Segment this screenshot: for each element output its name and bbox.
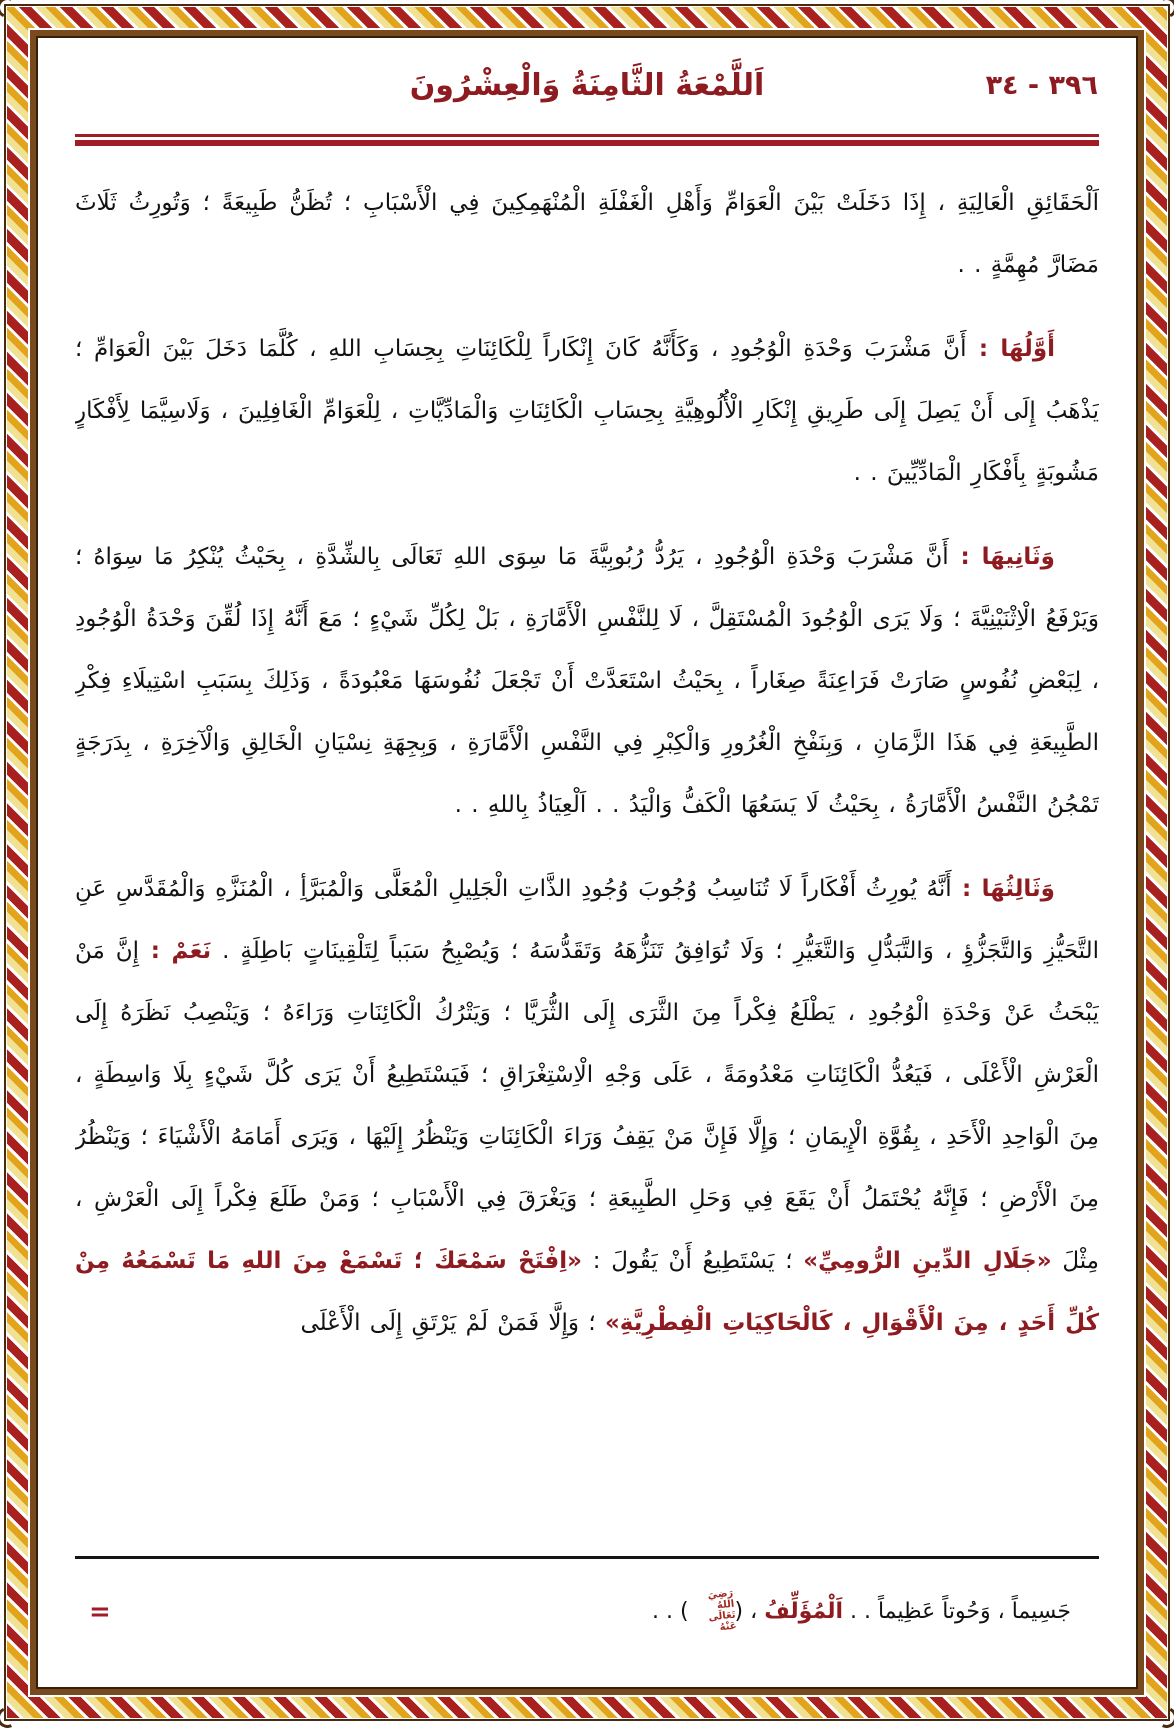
page-header	[38, 52, 1136, 126]
footnote-text-run: ) . .	[651, 1599, 689, 1624]
footnote-text-run: ، (	[734, 1599, 765, 1624]
body-paragraph	[75, 172, 1099, 296]
author-seal: رَضِيَ اللهُ تَعَالَى عَنْهُ	[706, 1587, 737, 1634]
footnote-area	[75, 1556, 1099, 1635]
footnote-separator-line	[75, 1556, 1099, 1559]
body-paragraph	[75, 858, 1099, 1354]
footnote-line	[75, 1589, 1099, 1635]
body-paragraph	[75, 526, 1099, 836]
text-run: اَلْحَقَائِقِ الْعَالِيَةِ ، إِذَا دَخَلَتْ بَيْنَ الْعَوَامِّ وَأَهْلِ الْغَفْلَةِ الْمُنْهَمِكِينَ فِي الْأَسْبَابِ ؛ تُظَنُّ طَبِيعَةً ؛ وَتُورِثُ ثَلَاثَ مَضَارَّ مُهِمَّةٍ . .	[75, 190, 1099, 278]
text-run: ؛ وَإِلَّا فَمَنْ لَمْ يَرْتَقِ إِلَى الْأَعْلَى	[300, 1310, 605, 1336]
red-emphasis-run: وَثَالِثُهَا :	[951, 876, 1055, 902]
text-run: إِنَّ مَنْ يَبْحَثُ عَنْ وَحْدَةِ الْوُجُودِ ، يَطْلَعُ فِكْراً مِنَ الثَّرَى إِلَى الثُّرَيَّا ؛ وَيَتْرُكُ الْكَائِنَاتِ وَرَاءَهُ ؛ وَيَنْصِبُ نَظَرَهُ إِلَى الْعَرْشِ الْأَعْلَى ، فَيَعُدُّ الْكَائِنَاتِ مَعْدُومَةً ، عَلَى وَجْهِ الْاِسْتِغْرَاقِ ؛ فَيَسْتَطِيعُ أَنْ يَرَى كُلَّ شَيْءٍ بِلَا وَاسِطَةٍ ، مِنَ الْوَاحِدِ الْأَحَدِ ، بِقُوَّةِ الْإِيمَانِ ؛ وَإِلَّا فَإِنَّ مَنْ يَقِفُ وَرَاءَ الْكَائِنَاتِ وَيَنْظُرُ إِلَيْهَا ، وَيَرَى أَمَامَهُ الْأَشْيَاءَ ؛ وَيَنْظُرُ مِنَ الْأَرْضِ ؛ فَإِنَّهُ يُحْتَمَلُ أَنْ يَقَعَ فِي وَحَلِ الطَّبِيعَةِ ؛ وَيَغْرَقَ فِي الْأَسْبَابِ ؛ وَمَنْ طَلَعَ فِكْراً إِلَى الْعَرْشِ ، مِثْلَ	[75, 938, 1099, 1274]
footnote-text-run: جَسِيماً ، وَحُوتاً عَظِيماً . .	[843, 1599, 1071, 1624]
red-emphasis-run: أَوَّلُهَا :	[966, 336, 1055, 362]
red-emphasis-run: «جَلَالِ الدِّينِ الرُّومِيِّ»	[803, 1248, 1052, 1274]
text-run: أَنَّ مَشْرَبَ وَحْدَةِ الْوُجُودِ ، يَرُدُّ رُبُوبِيَّةَ مَا سِوَى اللهِ تَعَالَى بِالشِّدَّةِ ، بِحَيْثُ يُنْكِرُ مَا سِوَاهُ ؛ وَيَرْفَعُ الْاِثْنَيْنِيَّةَ ؛ وَلَا يَرَى الْوُجُودَ الْمُسْتَقِلَّ ، لَا لِلنَّفْسِ الْأَمَّارَةِ ، بَلْ لِكُلِّ شَيْءٍ ؛ مَعَ أَنَّهُ إِذَا لُقِّنَ وَحْدَةُ الْوُجُودِ ، لِبَعْضِ نُفُوسٍ صَارَتْ فَرَاعِنَةً صِغَاراً ، بِحَيْثُ اسْتَعَدَّتْ أَنْ تَجْعَلَ نُفُوسَهَا مَعْبُودَةً ، وَذَلِكَ بِسَبَبِ اسْتِيلَاءِ فِكْرِ الطَّبِيعَةِ فِي هَذَا الزَّمَانِ ، وَبِنَفْخِ الْغُرُورِ وَالْكِبْرِ فِي النَّفْسِ الْأَمَّارَةِ ، وَبِجِهَةِ نِسْيَانِ الْخَالِقِ وَالْآخِرَةِ ، بِدَرَجَةٍ تَمْجُنُ النَّفْسُ الْأَمَّارَةُ ، بِحَيْثُ لَا يَسَعُهَا الْكَفُّ وَالْيَدُ . . اَلْعِيَاذُ بِاللهِ . .	[75, 544, 1099, 818]
text-run: أَنَّ مَشْرَبَ وَحْدَةِ الْوُجُودِ ، وَكَأَنَّهُ كَانَ إِنْكَاراً لِلْكَائِنَاتِ بِحِسَابِ اللهِ ، كُلَّمَا دَخَلَ بَيْنَ الْعَوَامِّ ؛ يَذْهَبُ إِلَى أَنْ يَصِلَ إِلَى طَرِيقِ إِنْكَارِ الْأُلُوهِيَّةِ بِحِسَابِ الْكَائِنَاتِ وَالْمَادِّيَّاتِ ، لِلْعَوَامِّ الْغَافِلِينَ ، وَلَاسِيَّمَا لِأَفْكَارٍ مَشُوبَةٍ بِأَفْكَارِ الْمَادِّيِّينَ . .	[75, 336, 1099, 486]
header-rule-thick-line	[75, 140, 1099, 146]
footnote-continuation-marker: =	[89, 1597, 111, 1627]
body-text	[75, 172, 1099, 1544]
body-paragraph	[75, 318, 1099, 504]
page-number: ٣٩٦ - ٣٤	[985, 70, 1098, 101]
footnote-author: اَلْمُؤَلِّفُ	[764, 1599, 844, 1624]
page-content	[38, 38, 1136, 1687]
chapter-title: اَللَّمْعَةُ الثَّامِنَةُ وَالْعِشْرُونَ	[409, 68, 765, 103]
footnote-text	[652, 1589, 1071, 1635]
text-run: ؛ يَسْتَطِيعُ أَنْ يَقُولَ :	[581, 1248, 804, 1274]
red-emphasis-run: «اِفْتَحْ سَمْعَكَ ؛ تَسْمَعْ مِنَ اللهِ مَا تَسْمَعُهُ مِنْ كُلِّ أَحَدٍ ، مِنَ الْأَقْوَالِ ، كَالْحَاكِيَاتِ الْفِطْرِيَّةِ»	[75, 1248, 1099, 1336]
header-double-rule	[75, 134, 1099, 146]
red-emphasis-run: وَثَانِيهَا :	[948, 544, 1055, 570]
red-emphasis-run: نَعَمْ :	[139, 938, 212, 964]
header-rule-thin-line	[75, 134, 1099, 137]
text-run: أَنَّهُ يُورِثُ أَفْكَاراً لَا تُنَاسِبُ وُجُوبَ وُجُودِ الذَّاتِ الْجَلِيلِ الْمُعَلَّى وَالْمُبَرَّأِ ، الْمُنَزَّهِ وَالْمُقَدَّسِ عَنِ التَّحَيُّزِ وَالتَّجَزُّؤِ ، وَالتَّبَدُّلِ وَالتَّغَيُّرِ ؛ وَلَا تُوَافِقُ تَنَزُّهَهُ وَتَقَدُّسَهُ ؛ وَيُصْبِحُ سَبَباً لِتَلْقِينَاتٍ بَاطِلَةٍ .	[75, 876, 1099, 964]
